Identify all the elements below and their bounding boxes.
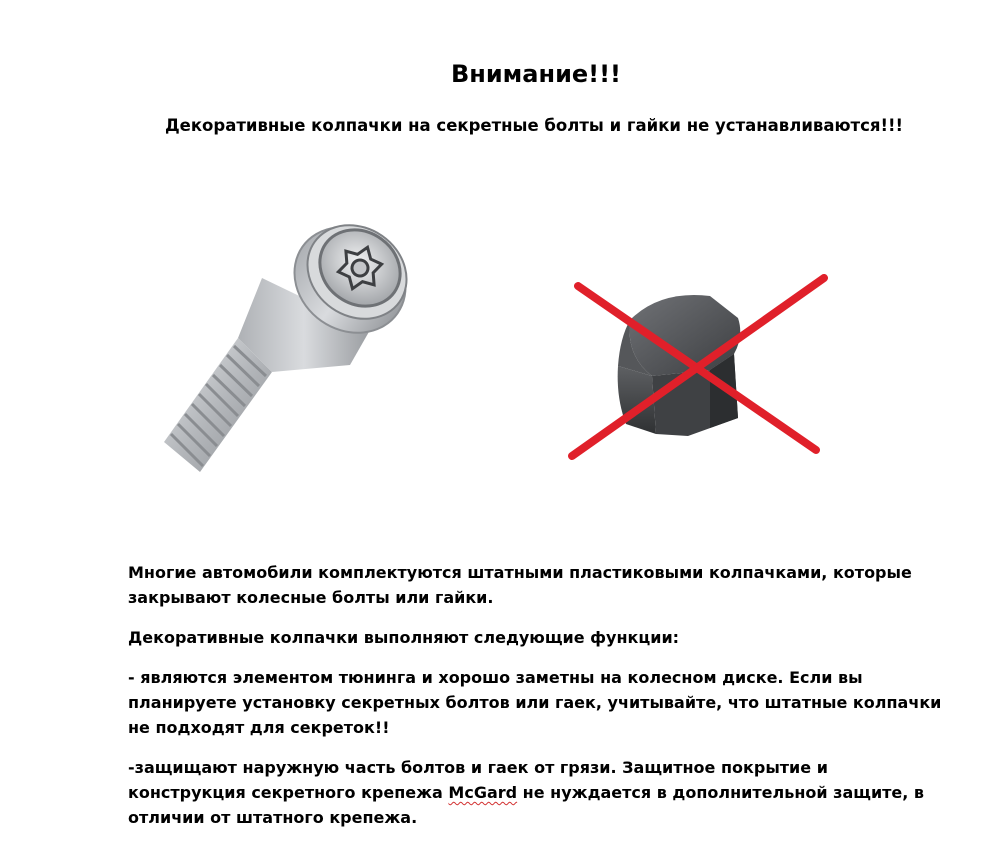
brand-name: McGard: [448, 783, 518, 802]
warning-subtitle: Декоративные колпачки на секретные болты и гайки не устанавливаются!!!: [164, 116, 904, 135]
page-title: Внимание!!!: [450, 60, 621, 88]
protection-text-start: -защищают наружную часть болтов и гаек от грязи. Защитное покрытие и конструкция секретного крепежа: [128, 758, 828, 802]
decorative-cap-image: [560, 258, 840, 468]
paragraph-protection: [128, 755, 948, 830]
paragraph-intro: Многие автомобили комплектуются штатными пластиковыми колпачками, которые закрывают колесные болты или гайки.: [128, 563, 912, 607]
paragraph-tuning: - являются элементом тюнинга и хорошо заметны на колесном диске. Если вы планируете установку секретных болтов или гаек, учитывайте, что штатные колпачки не подходят для секреток!!: [128, 668, 942, 737]
protection-text-end: не нуждается в дополнительной защите, в отличии от штатного крепежа.: [128, 783, 925, 827]
secret-bolt-image: [150, 200, 420, 480]
description-text: [128, 560, 948, 845]
paragraph-functions-heading: Декоративные колпачки выполняют следующие функции:: [128, 628, 680, 647]
